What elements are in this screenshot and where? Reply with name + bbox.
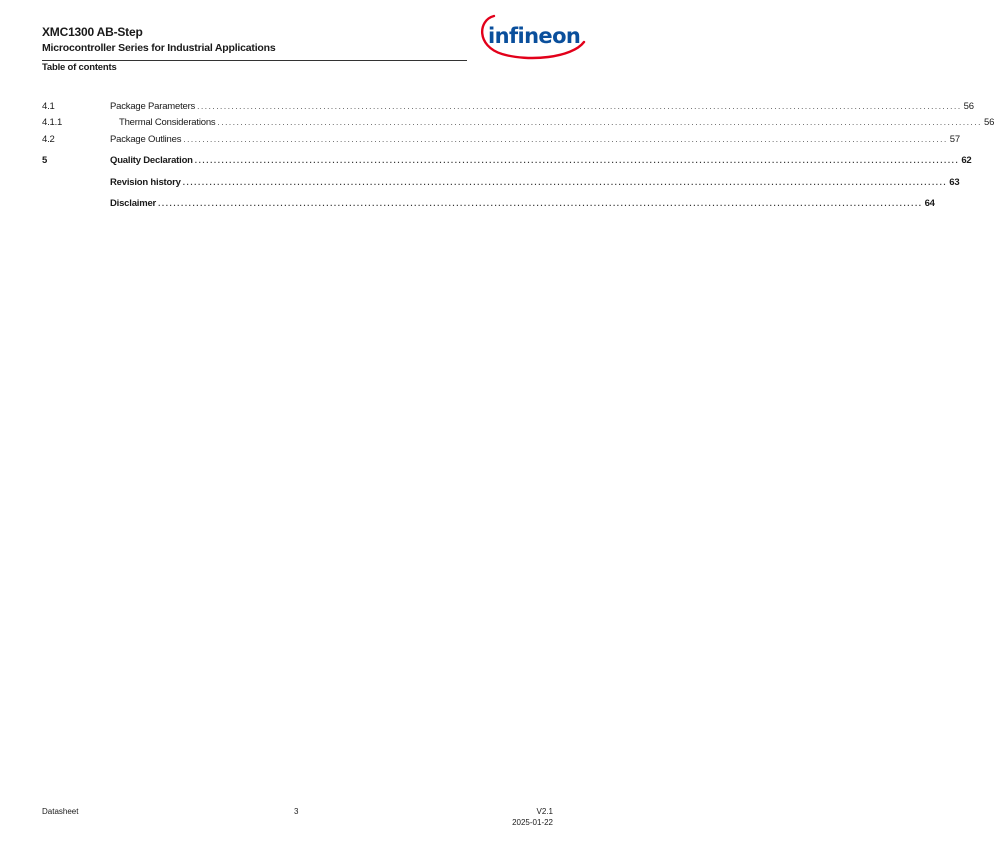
toc-entry-title[interactable]: Disclaimer bbox=[110, 198, 157, 209]
toc-entry-line bbox=[110, 154, 972, 168]
logo-wordmark: infineon bbox=[488, 24, 581, 48]
toc-entry-page[interactable]: 64 bbox=[924, 198, 935, 209]
footer-date: 2025-01-22 bbox=[512, 818, 553, 827]
toc-entry[interactable] bbox=[42, 197, 935, 211]
toc-entry-title[interactable]: Package Outlines bbox=[110, 134, 182, 145]
footer-doc-type: Datasheet bbox=[42, 807, 79, 816]
footer-page-number: 3 bbox=[294, 807, 299, 816]
toc-leader-dots: ........................................................................................................................................................................................................ bbox=[197, 102, 962, 111]
toc-entry-title[interactable]: Package Parameters bbox=[110, 101, 196, 112]
toc-leader-dots: ........................................................................................................................................................................................................ bbox=[183, 135, 948, 144]
toc-leader-dots: ........................................................................................................................................................................................................ bbox=[158, 199, 923, 208]
toc-entry[interactable] bbox=[42, 176, 960, 190]
toc-entry-page[interactable]: 56 bbox=[983, 117, 994, 128]
toc-entry-title[interactable]: Quality Declaration bbox=[110, 155, 193, 166]
document-title: XMC1300 AB-Step bbox=[42, 25, 143, 39]
toc-entry-number: 4.1.1 bbox=[42, 117, 63, 128]
toc-entry-number: 5 bbox=[42, 155, 48, 166]
toc-entry-line bbox=[110, 197, 935, 211]
toc-entry[interactable] bbox=[42, 154, 972, 168]
toc-entry-page[interactable]: 63 bbox=[949, 177, 960, 188]
toc-entry-line bbox=[110, 176, 960, 190]
toc-entry-line bbox=[110, 133, 960, 147]
footer-version: V2.1 bbox=[536, 807, 553, 816]
toc-entry-line bbox=[110, 100, 974, 114]
toc-entry[interactable] bbox=[42, 100, 974, 114]
section-label: Table of contents bbox=[42, 62, 117, 73]
toc-entry[interactable] bbox=[42, 116, 994, 130]
toc-entry-title[interactable]: Revision history bbox=[110, 177, 181, 188]
toc-leader-dots: ........................................................................................................................................................................................................ bbox=[217, 118, 982, 127]
toc-leader-dots: ........................................................................................................................................................................................................ bbox=[194, 156, 960, 165]
toc-entry-number: 4.2 bbox=[42, 134, 55, 145]
document-subtitle: Microcontroller Series for Industrial Applications bbox=[42, 42, 276, 54]
toc-entry-page[interactable]: 56 bbox=[963, 101, 974, 112]
toc-entry-page[interactable]: 57 bbox=[949, 134, 960, 145]
toc-leader-dots: ........................................................................................................................................................................................................ bbox=[182, 178, 948, 187]
toc-entry-page[interactable]: 62 bbox=[961, 155, 972, 166]
toc-entry[interactable] bbox=[42, 133, 960, 147]
infineon-logo bbox=[476, 10, 588, 62]
toc-entry-line bbox=[119, 116, 994, 130]
toc-entry-number: 4.1 bbox=[42, 101, 55, 112]
toc-entry-title[interactable]: Thermal Considerations bbox=[119, 117, 216, 128]
header-divider bbox=[42, 60, 467, 61]
